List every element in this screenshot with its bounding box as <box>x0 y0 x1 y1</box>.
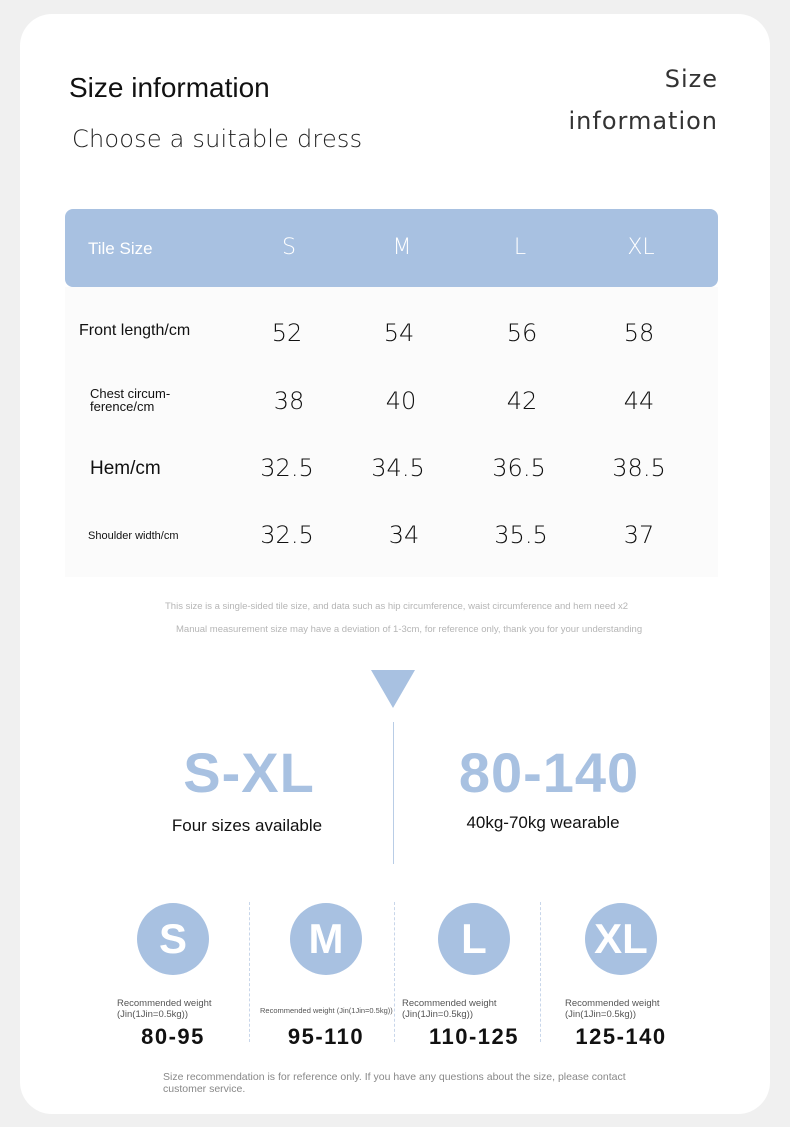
page-title: Size information <box>69 72 270 103</box>
table-cell: 34 <box>388 521 420 549</box>
size-range-label: S-XL <box>183 741 315 804</box>
divider <box>393 722 394 864</box>
weight-range: 95-110 <box>287 1024 365 1049</box>
table-cell: 54 <box>383 319 415 347</box>
measurement-note: This size is a single-sided tile size, and data such as hip circumference, waist circumference and hem need x2 <box>165 601 629 612</box>
side-title-line2: information <box>568 107 718 135</box>
column-header-l: L <box>513 235 527 260</box>
table-cell: 34.5 <box>371 454 425 482</box>
down-arrow-icon <box>371 670 415 708</box>
recommended-weight-label: Recommended weight (Jin(1Jin=0.5kg)) <box>260 1006 393 1015</box>
table-cell: 58 <box>623 319 655 347</box>
table-cell: 32.5 <box>260 454 314 482</box>
side-title <box>518 58 718 142</box>
divider <box>249 902 251 1042</box>
table-cell: 44 <box>623 387 655 415</box>
table-cell: 38.5 <box>612 454 666 482</box>
row-label: Front length/cm <box>79 322 191 339</box>
table-cell: 40 <box>385 387 417 415</box>
recommended-weight-label: Recommended weight (Jin(1Jin=0.5kg)) <box>565 998 660 1020</box>
size-table-header <box>65 209 718 287</box>
row-label <box>90 387 170 413</box>
table-cell: 35.5 <box>494 521 548 549</box>
table-cell: 37 <box>623 521 655 549</box>
divider <box>394 902 396 1042</box>
recommended-weight-label: Recommended weight (Jin(1Jin=0.5kg)) <box>117 998 212 1020</box>
table-cell: 32.5 <box>260 521 314 549</box>
deviation-note: Manual measurement size may have a deviation of 1-3cm, for reference only, thank you for your understanding <box>176 624 643 635</box>
row-label: Hem/cm <box>90 458 161 479</box>
row-label: Shoulder width/cm <box>88 530 179 542</box>
weight-range: 125-140 <box>575 1024 667 1049</box>
row-label-line1: Chest circum- <box>90 386 171 401</box>
row-label-line2: ference/cm <box>90 399 155 414</box>
size-badge: S <box>137 903 209 975</box>
size-badge: L <box>438 903 510 975</box>
size-badge: M <box>290 903 362 975</box>
column-header-s: S <box>282 235 296 260</box>
table-cell: 56 <box>506 319 538 347</box>
table-cell: 52 <box>271 319 303 347</box>
size-table-body <box>65 287 718 577</box>
recommended-weight-label: Recommended weight (Jin(1Jin=0.5kg)) <box>402 998 497 1020</box>
table-cell: 36.5 <box>492 454 546 482</box>
page-subtitle: Choose a suitable dress <box>72 125 363 153</box>
size-badge: XL <box>585 903 657 975</box>
divider <box>540 902 542 1042</box>
table-head-label: Tile Size <box>88 239 153 258</box>
weight-range-label: 80-140 <box>458 741 640 804</box>
table-cell: 38 <box>273 387 305 415</box>
column-header-xl: XL <box>627 235 655 260</box>
weight-range-caption: 40kg-70kg wearable <box>466 813 620 832</box>
table-cell: 42 <box>506 387 538 415</box>
weight-range: 110-125 <box>428 1024 520 1049</box>
column-header-m: M <box>392 235 412 260</box>
footer-note: Size recommendation is for reference only. If you have any questions about the size, please contact customer service. <box>163 1071 626 1095</box>
size-range-caption: Four sizes available <box>171 816 323 835</box>
side-title-line1: Size <box>664 65 718 93</box>
weight-range: 80-95 <box>141 1024 205 1049</box>
